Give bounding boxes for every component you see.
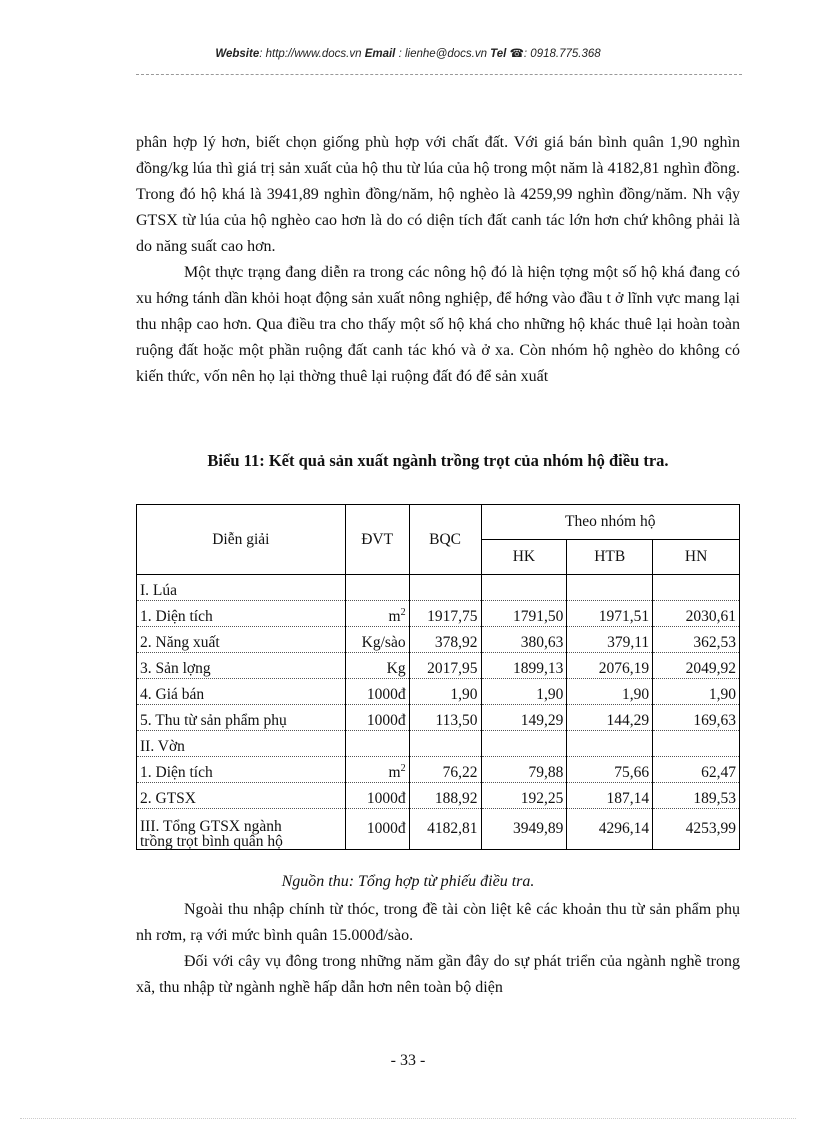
row-hn: 169,63 xyxy=(653,705,740,731)
header-hn: HN xyxy=(653,540,740,575)
total-hk: 3949,89 xyxy=(481,809,567,850)
total-unit: 1000đ xyxy=(345,809,409,850)
header-htb: HTB xyxy=(567,540,653,575)
row-htb: 187,14 xyxy=(567,783,653,809)
row-hk: 149,29 xyxy=(481,705,567,731)
row-label: 2. GTSX xyxy=(137,783,346,809)
row-htb xyxy=(567,575,653,601)
row-hn: 1,90 xyxy=(653,679,740,705)
row-hn: 2049,92 xyxy=(653,653,740,679)
website-url: : http://www.docs.vn xyxy=(259,48,362,60)
row-hk: 1791,50 xyxy=(481,601,567,627)
phone-number: : 0918.775.368 xyxy=(523,48,601,60)
row-hn xyxy=(653,731,740,757)
row-unit xyxy=(345,575,409,601)
row-hk: 79,88 xyxy=(481,757,567,783)
row-unit xyxy=(345,731,409,757)
total-htb: 4296,14 xyxy=(567,809,653,850)
total-hn: 4253,99 xyxy=(653,809,740,850)
row-bqc xyxy=(409,731,481,757)
unit-superscript: 2 xyxy=(400,762,406,774)
row-unit: Kg xyxy=(345,653,409,679)
paragraph-1: phân hợp lý hơn, biết chọn giống phù hợp với chất đất. Với giá bán bình quân 1,90 nghìn đồng/kg lúa thì giá trị sản xuất của hộ thu từ lúa của hộ trong một năm là 4182,81 nghìn đồng. Trong đó hộ khá là 3941,89 nghìn đồng/năm, hộ nghèo là 4259,99 nghìn đồng/năm. Nh vậy GTSX từ lúa của hộ nghèo cao hơn là do có diện tích đất canh tác lớn hơn chứ không phải là do năng suất cao hơn. xyxy=(136,134,740,255)
row-bqc: 2017,95 xyxy=(409,653,481,679)
website-label: Website xyxy=(215,48,260,60)
row-label: 1. Diện tích xyxy=(137,757,346,783)
table-row xyxy=(137,601,740,627)
tel-label: Tel xyxy=(490,48,507,60)
header-bqc: BQC xyxy=(409,505,481,575)
row-htb: 75,66 xyxy=(567,757,653,783)
table-row xyxy=(137,679,740,705)
row-label: 2. Năng xuất xyxy=(137,627,346,653)
table-row xyxy=(137,575,740,601)
row-bqc: 113,50 xyxy=(409,705,481,731)
total-bqc: 4182,81 xyxy=(409,809,481,850)
total-label-line1: III. Tổng GTSX ngành xyxy=(140,818,282,835)
row-htb xyxy=(567,731,653,757)
row-unit: Kg/sào xyxy=(345,627,409,653)
row-htb: 1971,51 xyxy=(567,601,653,627)
row-label: 3. Sản lợng xyxy=(137,653,346,679)
row-label: I. Lúa xyxy=(137,575,346,601)
email-address: : lienhe@docs.vn xyxy=(398,48,487,60)
row-hk: 1899,13 xyxy=(481,653,567,679)
total-label-line2: trồng trọt bình quân hộ xyxy=(140,833,283,850)
row-hk: 192,25 xyxy=(481,783,567,809)
table-total-row xyxy=(137,809,740,850)
table-row xyxy=(137,705,740,731)
row-label: 1. Diện tích xyxy=(137,601,346,627)
table-row xyxy=(137,783,740,809)
row-htb: 379,11 xyxy=(567,627,653,653)
row-label: II. Vờn xyxy=(137,731,346,757)
total-label xyxy=(137,809,346,850)
table-caption: Biểu 11: Kết quả sản xuất ngành trồng trọt của nhóm hộ điều tra. xyxy=(207,451,669,470)
body-text-top xyxy=(136,130,740,390)
header-group: Theo nhóm hộ xyxy=(481,505,740,540)
header-hk: HK xyxy=(481,540,567,575)
table-row xyxy=(137,731,740,757)
row-bqc: 378,92 xyxy=(409,627,481,653)
table-row xyxy=(137,757,740,783)
header-dvt: ĐVT xyxy=(345,505,409,575)
table-row xyxy=(137,653,740,679)
row-label: 4. Giá bán xyxy=(137,679,346,705)
page-bottom-divider xyxy=(20,1118,796,1119)
row-unit: $m^2$ xyxy=(345,757,409,783)
row-unit: $m^2$ xyxy=(345,601,409,627)
source-note: Nguồn thu: Tổng hợp từ phiếu điều tra. xyxy=(281,873,535,890)
phone-icon: ☎ xyxy=(509,48,524,60)
table-row xyxy=(137,627,740,653)
row-hn: 2030,61 xyxy=(653,601,740,627)
row-bqc: 1917,75 xyxy=(409,601,481,627)
row-bqc: 76,22 xyxy=(409,757,481,783)
row-bqc xyxy=(409,575,481,601)
row-hn: 62,47 xyxy=(653,757,740,783)
row-bqc: 188,92 xyxy=(409,783,481,809)
row-label: 5. Thu từ sản phẩm phụ xyxy=(137,705,346,731)
row-hk xyxy=(481,575,567,601)
paragraph-3: Ngoài thu nhập chính từ thóc, trong đề tài còn liệt kê các khoản thu từ sản phẩm phụ nh rơm, rạ với mức bình quân 15.000đ/sào. xyxy=(136,901,740,944)
row-hn: 189,53 xyxy=(653,783,740,809)
body-text-bottom xyxy=(136,897,740,1001)
row-htb: 144,29 xyxy=(567,705,653,731)
row-unit: 1000đ xyxy=(345,783,409,809)
header-dien-giai: Diễn giải xyxy=(137,505,346,575)
page-header xyxy=(0,46,816,60)
row-hk: 380,63 xyxy=(481,627,567,653)
paragraph-4: Đối với cây vụ đông trong những năm gần đây do sự phát triển của ngành nghề trong xã, thu nhập từ ngành nghề hấp dẫn hơn nên toàn bộ diện xyxy=(136,953,740,996)
row-hk xyxy=(481,731,567,757)
row-hn xyxy=(653,575,740,601)
row-unit: 1000đ xyxy=(345,705,409,731)
row-htb: 1,90 xyxy=(567,679,653,705)
header-divider xyxy=(136,74,742,75)
table-body xyxy=(137,575,740,809)
row-unit: 1000đ xyxy=(345,679,409,705)
table-header-row xyxy=(137,505,740,540)
row-hn: 362,53 xyxy=(653,627,740,653)
row-hk: 1,90 xyxy=(481,679,567,705)
row-htb: 2076,19 xyxy=(567,653,653,679)
unit-superscript: 2 xyxy=(400,606,406,618)
results-table xyxy=(136,504,740,850)
page-number: - 33 - xyxy=(390,1052,426,1069)
row-bqc: 1,90 xyxy=(409,679,481,705)
email-label: Email xyxy=(364,48,396,60)
paragraph-2: Một thực trạng đang diễn ra trong các nông hộ đó là hiện tợng một số hộ khá đang có xu hớng tánh dần khỏi hoạt động sản xuất nông nghiệp, để hớng vào đầu t ở lĩnh vực mang lại thu nhập cao hơn. Qua điều tra cho thấy một số hộ khá cho những hộ khác thuê lại hoàn toàn ruộng đất hoặc một phần ruộng đất canh tác khó và ở xa. Còn nhóm hộ nghèo do không có kiến thức, vốn nên họ lại thờng thuê lại ruộng đất đó để sản xuất xyxy=(136,264,740,385)
